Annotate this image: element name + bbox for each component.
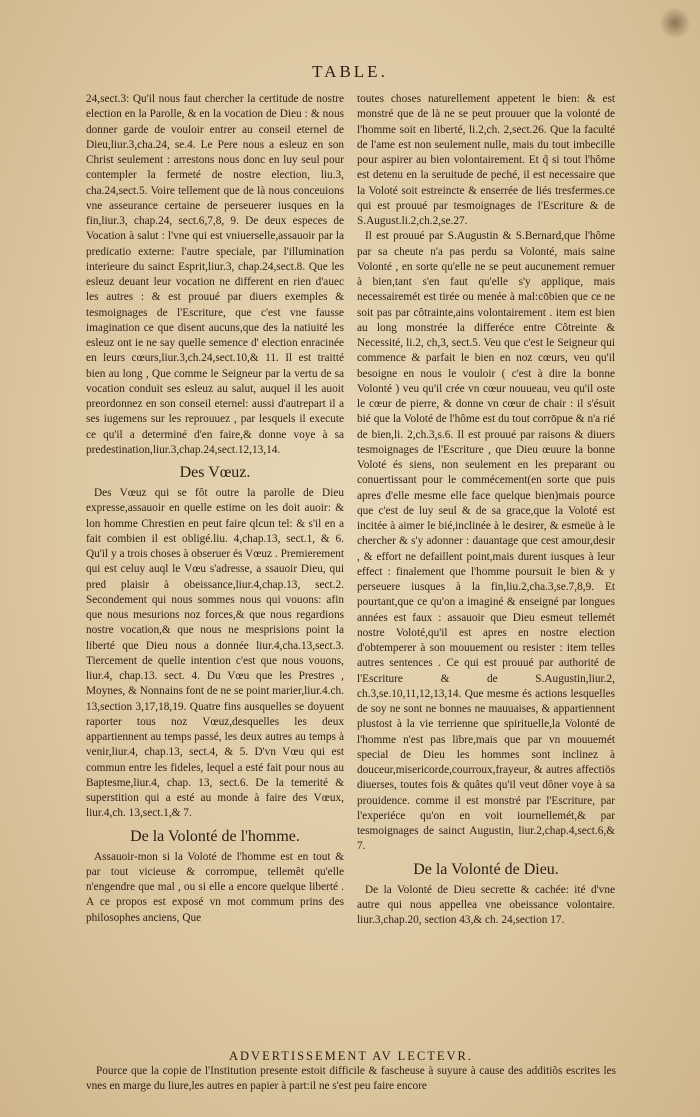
heading-volonte-homme: De la Volonté de l'homme. (130, 827, 300, 845)
paragraph-volonte-dieu: De la Volonté de Dieu secrette & cachée: ité d'vne autre qui nous appellea vne obeissance volontaire. liur.3,chap.20, section 43,& ch. 24,section 17. (357, 883, 615, 926)
advertissement-body: Pource que la copie de l'Institution presente estoit difficile & fascheuse à suyure à cause des additiõs escrites les vnes en marge du liure,les autres en papier à part:il ne s'est peu faire encore (86, 1065, 616, 1092)
heading-voeuz: Des Vœuz. (179, 464, 251, 481)
advertissement-section (86, 1048, 616, 1094)
paragraph-augustin: Il est prouué par S.Augustin & S.Bernard,que l'hôme par sa cheute n'a pas perdu sa Volonté, mais saine Volonté , en sorte qu'elle ne se peut aucunement remuer à bien,tant s'en faut qu'elle s'y applique, mais necessairemét est tirée ou menée à mal:cōbien que ce ne soit pas par côtrainte,ains volontairement . item est bien au long monstrée la differéce entre Côtreinte & Necessité, li.2, ch,3, sect.5. Veu que c'est le Seigneur qui commence & parfait le bien en noz cœurs, veu qu'il besoigne en nous le vouloir ( c'est à dire la bonne Volonté ) veu qu'il crée vn cœur nouueau, veu qu'il oste le cœur de pierre, & donne vn cœur de chair : il s'ésuit bié que la Voloté de l'hôme est du tout corrōpue & n'a rié de bien,li. 2,ch.3,s.6. Il est prouué par raisons & diuers tesmoignages de l'Escriture , que Dieu œuure la bonne Voloté és siens, non seulement en les preparant ou conuertissant pour le commécement(en sorte que puis apres d'elle mesme elle face quelque bien)mais pource que c'est de luy seul & de sa grace,que la Voloté est incitée à aimer le bié,inclinée à le desirer, & esmeüe à le chercher & s'y adonner : dauantage que cest amour,desir , & effort ne defaillent point,mais durent iusques à leur effect : finalement que l'homme poursuit le bien & y perseuere iusques à la fin,liu.2,cha.3,se.7,8,9. Et pourtant,que ce qu'on a imaginé & enseigné par longues années est faux : assauoir que Dieu esmeut tellemét nostre Voloté,qu'il est apres en nostre election d'obtemperer à son mouuement ou resister : item telles autres sentences . Ce qui est prouué par authorité de l'Escriture & de S.Augustin,liur.2, ch.3,se.10,11,12,13,14. Que mesme és actions lesquelles de soy ne sont ne bonnes ne mauuaises, & appartiennent plustost à la vie terrienne que spirituelle,la Volonté de l'homme n'est pas libre,mais que par vn mouuemét special de Dieu les hommes sont inclinez à douceur,misericorde,courroux,frayeur, & autres affectiös diuerses, toutes fois & quâtes qu'il veut dôner voye à sa prouidence. comme il est monstré par l'Escriture, par l'experiéce qu'on en voit iournellemét,& par tesmoignages de sainct Augustin, liur.2,chap.4,sect.6,& 7. (357, 230, 615, 853)
paragraph-election: 24,sect.3: Qu'il nous faut chercher la certitude de nostre election en la Parolle, & en la vocation de Dieu : & nous donner garde de vouloir entrer au conseil eternel de Dieu,liur.3,cha.24, se.4. Le Pere nous a esleuz en son Christ seulement : arrestons nous donc en luy seul pour contempler la fermeté de nostre election, liu.3, cha.24,sect.5. Voire tellement que de là nous conceuions vne asseurance certaine de perseuerer iusques en la fin,liur.3, chap.24, sect.6,7,8, 9. De deux especes de Vocation à salut : l'vne qui est vniuerselle,assauoir par la predicatio externe: l'autre speciale, par l'illumination interieure du sainct Esprit,liur.3, chap.24,sect.8. Que les esleuz deuant leur vocation ne different en rien d'auec les autres : & est prouué par diuers exemples & tesmoignages de l'Escriture, que c'est vne fausse imagination ce que disent aucuns,que des la natiuité les esleuz ont ie ne say quelle semence d' election enracinée en leurs cœurs,liur.3,ch.24,sect.10,& 11. Il est traitté bien au long , Que comme le Seigneur par la vertu de sa vocation conduit ses esleuz au salut, auquel il les auoit preordonnez en son conseil eternel: aussi d'autrepart il a ses iugemens sur les reprouuez , par lesquels il execute ce qu'il a determiné d'en faire,& donne voye à sa predestination,liur.3,chap.24,sect.12,13,14. (86, 93, 344, 456)
ink-smudge (660, 6, 690, 40)
running-title: TABLE. (312, 62, 388, 81)
paragraph-voeuz: Des Vœuz qui se fôt outre la parolle de Dieu expresse,assauoir en quelle estime on les doit auoir: & lon homme Chrestien en peut faire qlcun tel: & s'il en a fait combien il est obligé.liu. 4,chap.13, sect.1, & 6. Qu'il y a trois choses à obseruer és Vœuz . Premierement qui est celuy auql le Vœu s'adresse, a ssauoir Dieu, qui pred plaisir à obeissance,liur.4,chap.13, sect.2. Secondement qui nous sommes nous qui vouons: afin que nous mesurions noz forces,& que nous regardions nostre vocation,& que nous ne mesprisions point la liberté que Dieu nous a donnée liur.4,cha.13,sect.3. Tiercement de quelle intention c'est que nous vouons, liur.4, chap.13. sect. 4. Du Vœu que les Prestres , Moynes, & Nonnains font de ne se point marier,liur.4.ch. 13,section 3,17,18,19. Quatre fins ausquelles se doyuent raporter tous noz Vœuz,desquelles les deux appartiennent au temps passé, les deux autres au temps à venir,liur.4, chap.13, sect.4, & 5. D'vn Vœu qui est commun entre les fideles, lequel a esté fait pour nous au Baptesme,liur.4, chap. 13, sect.6. De la temerité & superstition qui a esté au monde à faire des Vœux, liur.4,ch. 13,sect.1,& 7. (86, 487, 344, 820)
left-column (86, 92, 344, 926)
heading-volonte-dieu: De la Volonté de Dieu. (413, 860, 559, 878)
right-column (357, 92, 615, 928)
paragraph-volonte-homme: Assauoir-mon si la Voloté de l'homme est en tout & par tout vicieuse & corrompue, tellemêt qu'elle n'engendre que mal , ou si elle a encore quelque liberté . A ce propos est exposé vn mot commum prins des philosophes anciens, Que (86, 850, 344, 924)
advertissement-title: ADVERTISSEMENT AV LECTEVR. (229, 1049, 473, 1063)
paragraph-volonte-continued: toutes choses naturellement appetent le bien: & est monstré que de là ne se peut prouuer que la volonté de l'homme soit en liberté, li.2,ch. 2,sect.26. Que la faculté de l'ame est non seulement nulle, mais du tout imbecille pour aspirer au bien volontairement. Et q̃ si tout l'hôme est detenu en la seruitude de peché, il est necessaire que la Voloté soit estreincte & enserrée de liés tresfermes.ce qui est prouué par tesmoignages de l'Escriture & de S.August.li.2,ch.2,se.27. (357, 93, 615, 227)
